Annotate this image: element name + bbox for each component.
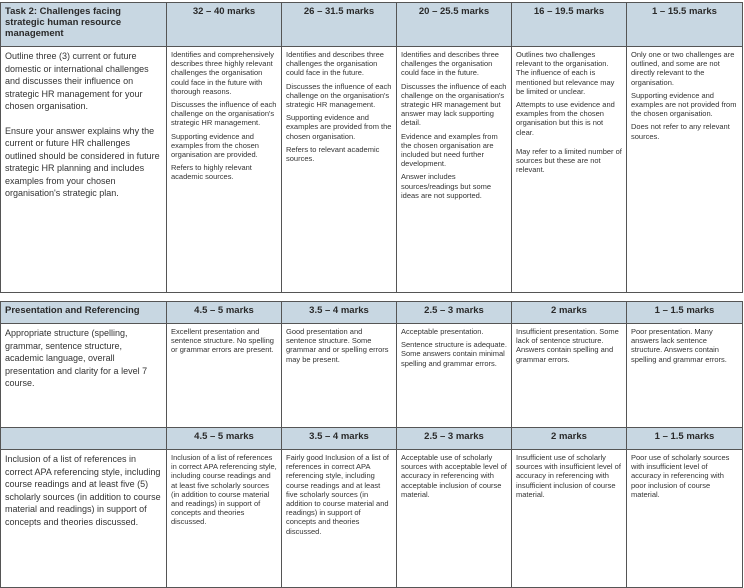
band-text: May refer to a limited number of sources but these are not relevant. [516,146,622,175]
band-text: Acceptable presentation. [401,327,484,336]
referencing-header-blank [1,428,167,450]
band-text: Poor presentation. Many answers lack sentence structure. Answers contain spelling and grammar errors. [631,327,727,364]
task2-criterion-cell [1,47,167,293]
band-text: Acceptable use of scholarly sources with acceptable level of accuracy in referencing with acceptable inclusion of course material. [401,453,507,499]
referencing-band-cell [627,450,743,588]
presentation-band-header: 3.5 – 4 marks [282,302,397,324]
presentation-criterion-cell [1,324,167,428]
presentation-band-cell [397,324,512,428]
referencing-band-header: 4.5 – 5 marks [167,428,282,450]
band-text: Supporting evidence and examples are provided from the chosen organisation. [286,113,392,141]
band-text: Identifies and comprehensively describes three highly relevant challenges the organisation could face in the future with thorough reasons. [171,50,274,96]
presentation-band-header: 2.5 – 3 marks [397,302,512,324]
presentation-band-cell [627,324,743,428]
presentation-band-header: 1 – 1.5 marks [627,302,743,324]
band-text: Supporting evidence and examples from the chosen organisation are provided. [171,131,259,160]
criterion-text: Ensure your answer explains why the current or future HR challenges outlined should be considered in future strategic HR planning and includes examples from your chosen organisation's strategic plan. [5,125,160,198]
presentation-band-cell [512,324,627,428]
referencing-band-cell [512,450,627,588]
band-text: Discusses the influence of each challenge on the organisation's strategic HR management. [171,100,277,128]
task2-band-header: 26 – 31.5 marks [282,3,397,47]
band-text: Good presentation and sentence structure. Some grammar and or spelling errors may be present. [286,327,389,364]
band-text: Identifies and describes three challenges the organisation could face in the future. [401,50,499,78]
band-text: Insufficient presentation. Some lack of sentence structure. Answers contain spelling and grammar errors. [516,327,619,364]
referencing-band-cell [397,450,512,588]
band-text: Only one or two challenges are outlined, and some are not directly relevant to the organisation. [631,50,735,87]
band-text: Fairly good Inclusion of a list of references in correct APA referencing style, including course readings and at least five scholarly sources (in addition to course material and readings) in support of concepts and theories discussed. [286,453,389,536]
band-text: Inclusion of a list of references in correct APA referencing style, including course readings and at least five scholarly sources (in addition to course material and readings) in support of concepts and theories discussed. [171,453,277,527]
referencing-criterion-cell [1,450,167,588]
band-text: Identifies and describes three challenges the organisation could face in the future. [286,50,384,78]
band-text: Poor use of scholarly sources with insufficient level of accuracy in referencing with poor inclusion of course material. [631,453,730,499]
task2-band-cell [167,47,282,293]
referencing-band-cell [167,450,282,588]
referencing-band-cell [282,450,397,588]
band-text: Sentence structure is adequate. Some answers contain minimal spelling and grammar errors. [401,340,507,368]
band-text: Evidence and examples from the chosen organisation are included but need further development. [401,131,498,169]
band-text: Discusses the influence of each challenge on the organisation's strategic HR management. [286,81,392,110]
band-text: Does not refer to any relevant sources. [631,122,730,141]
presentation-header-row [1,302,743,324]
referencing-band-header: 2.5 – 3 marks [397,428,512,450]
referencing-band-header: 3.5 – 4 marks [282,428,397,450]
criterion-text: Outline three (3) current or future domestic or international challenges and discusses their influence on strategic HR management for your chosen organisation. [5,51,149,111]
referencing-band-header: 2 marks [512,428,627,450]
band-text: Excellent presentation and sentence structure. No spelling or grammar errors are present. [171,327,274,355]
band-text: Refers to relevant academic sources. [286,144,380,164]
presentation-band-header: 4.5 – 5 marks [167,302,282,324]
task2-band-cell [627,47,743,293]
referencing-band-header: 1 – 1.5 marks [627,428,743,450]
presentation-rubric-table [0,301,743,588]
task2-band-header: 20 – 25.5 marks [397,3,512,47]
task2-band-header: 16 – 19.5 marks [512,3,627,47]
criterion-text: Inclusion of a list of references in correct APA referencing style, including course readings and at least five (5) scholarly sources (in addition to course material and readings) in support of concepts and theories discussed. [5,454,161,527]
criterion-text: Appropriate structure (spelling, grammar, sentence structure, academic language, overall presentation and clarity for a level 7 course. [5,328,148,388]
band-text: Answer includes sources/readings but some ideas are not supported. [401,172,492,200]
presentation-title: Presentation and Referencing [1,302,167,324]
band-text: Refers to highly relevant academic sources. [171,163,252,182]
task2-band-header: 1 – 15.5 marks [627,3,743,47]
task2-header-row [1,3,743,47]
task2-title: Task 2: Challenges facing strategic human resource management [1,3,167,47]
presentation-band-header: 2 marks [512,302,627,324]
presentation-band-cell [167,324,282,428]
referencing-criteria-row [1,450,743,588]
task2-band-cell [512,47,627,293]
task2-band-header: 32 – 40 marks [167,3,282,47]
band-text: Discusses the influence of each challenge on the organisation's strategic HR management but answer may lack supporting detail. [401,81,507,128]
band-text: Insufficient use of scholarly sources with insufficient level of accuracy in referencing with insufficient inclusion of course material. [516,453,621,499]
presentation-band-cell [282,324,397,428]
band-text: Outlines two challenges relevant to the organisation. The influence of each is mentioned but relevance may be limited or unclear. [516,50,615,96]
band-text: Supporting evidence and examples are not provided from the chosen organisation. [631,90,737,119]
band-text: Attempts to use evidence and examples from the chosen organisation but this is not clear. [516,100,615,137]
referencing-header-row [1,428,743,450]
task2-rubric-table [0,2,743,293]
task2-band-cell [282,47,397,293]
task2-criteria-row [1,47,743,293]
presentation-criteria-row [1,324,743,428]
task2-band-cell [397,47,512,293]
